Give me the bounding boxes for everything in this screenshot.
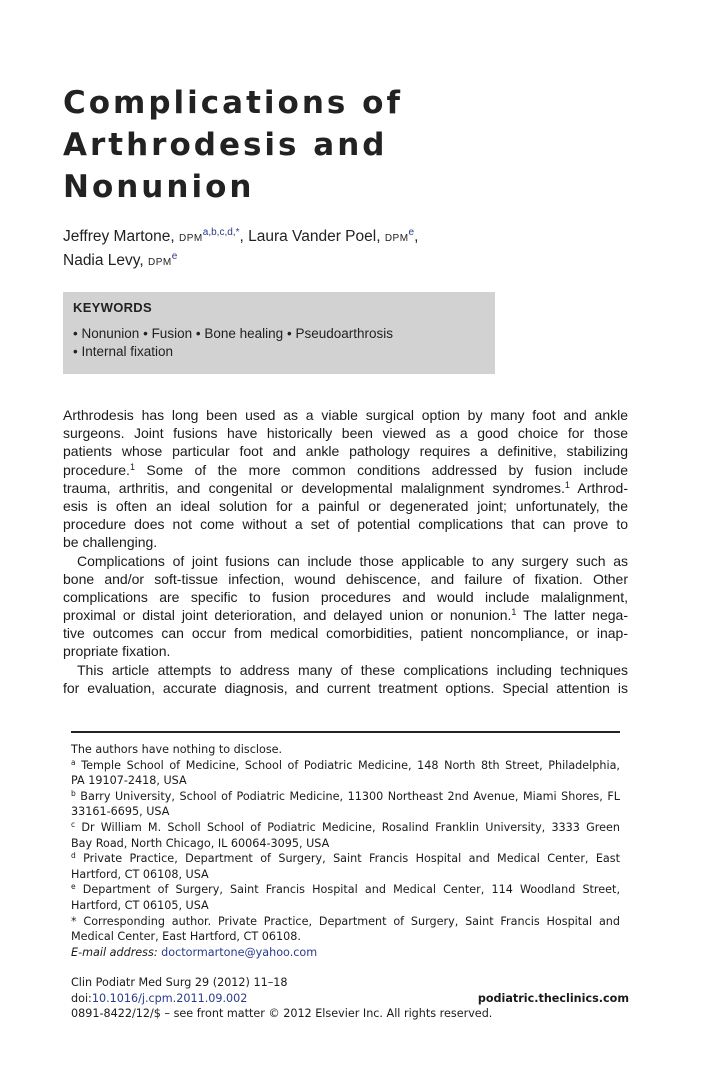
author-line-1 [63, 226, 623, 250]
body-line [63, 606, 628, 624]
citation-line: Clin Podiatr Med Surg 29 (2012) 11–18 [71, 976, 288, 989]
body-line: propriate fixation. [63, 643, 171, 660]
affiliation-e [71, 882, 620, 898]
author-separator: , [414, 228, 419, 245]
body-line: complications are specific to fusion procedures and would include malalignment, [63, 588, 628, 605]
affiliation-text: Private Practice, Department of Surgery, Saint Francis Hospital and Medical Center, East [75, 852, 620, 866]
body-line [63, 461, 628, 479]
bullet-icon: • [143, 326, 148, 341]
body-text-run: Some of the more common conditions addressed by fusion include [134, 461, 628, 478]
body-line: This article attempts to address many of these complications including techniques [77, 661, 628, 678]
affiliation-d-cont: Hartford, CT 06108, USA [71, 867, 209, 881]
title-line-3: Nonunion [63, 169, 255, 205]
citation-ref[interactable]: 1 [564, 479, 570, 490]
body-text-run: trauma, arthritis, and congenital or developmental malalignment syndromes. [63, 479, 565, 496]
keywords-list [73, 325, 485, 361]
author-degree: DPM [179, 233, 203, 244]
author-degree: DPM [384, 233, 409, 244]
keyword-item: Pseudoarthrosis [295, 326, 394, 341]
affiliation-e-cont: Hartford, CT 06105, USA [71, 898, 209, 912]
body-line [63, 479, 628, 497]
doi-label: doi: [71, 991, 92, 1005]
title-line-2: Arthrodesis and [63, 127, 388, 163]
body-text-run: The latter nega- [516, 607, 628, 624]
affiliation-marker: c [71, 819, 76, 829]
bullet-icon: • [73, 326, 78, 341]
keyword-item: Nonunion [81, 326, 140, 341]
body-line: surgeons. Joint fusions have historically been viewed as a good choice for those [63, 425, 628, 442]
author-list [63, 226, 623, 274]
citation-ref[interactable]: 1 [129, 461, 135, 472]
affiliation-d [71, 851, 620, 867]
journal-info [71, 975, 629, 1022]
email-label: E-mail address: [71, 945, 158, 959]
keyword-item: Internal fixation [81, 344, 174, 359]
affiliation-marks[interactable]: e [408, 227, 415, 238]
affiliation-text: Department of Surgery, Saint Francis Hospital and Medical Center, 114 Woodland Street, [75, 883, 620, 897]
author-degree: DPM [148, 257, 172, 268]
doi-line [71, 991, 629, 1007]
affiliation-c-cont: Bay Road, North Chicago, IL 60064-3095, USA [71, 836, 330, 850]
keywords-line [73, 343, 485, 361]
author-name: Nadia Levy, [63, 252, 144, 269]
affiliation-text: Barry University, School of Podiatric Medicine, 11300 Northeast 2nd Avenue, Miami Shores, FL [75, 789, 620, 803]
body-line: tive outcomes can occur from medical comorbidities, patient noncompliance, or inap- [63, 625, 628, 642]
body-line: Arthrodesis has long been used as a viable surgical option by many foot and ankle [63, 407, 628, 423]
body-line: Complications of joint fusions can include those applicable to any surgery such as [77, 552, 628, 569]
copyright-line: 0891-8422/12/$ – see front matter © 2012 Elsevier Inc. All rights reserved. [71, 1007, 493, 1021]
corresponding-author: * Corresponding author. Private Practice, Department of Surgery, Saint Francis Hospital and [71, 914, 620, 928]
body-line: bone and/or soft-tissue infection, wound dehiscence, and failure of fixation. Other [63, 570, 628, 587]
affiliation-text: Temple School of Medicine, School of Podiatric Medicine, 148 North 8th Street, Philadelphia, [75, 758, 620, 772]
bullet-icon: • [195, 326, 201, 341]
doi-link[interactable]: 10.1016/j.cpm.2011.09.002 [91, 991, 248, 1005]
affiliation-marks[interactable]: e [171, 251, 178, 262]
keyword-item: Fusion [151, 326, 193, 341]
affiliation-b-cont: 33161-6695, USA [71, 805, 170, 819]
disclosure-note: The authors have nothing to disclose. [71, 743, 283, 756]
affiliation-marker: a [71, 757, 76, 767]
affiliation-a [71, 758, 620, 774]
author-name: , Laura Vander Poel, [239, 228, 381, 245]
author-line-2 [63, 250, 623, 274]
affiliation-marker: e [71, 882, 76, 892]
affiliation-a-cont: PA 19107-2418, USA [71, 774, 187, 788]
affiliation-b [71, 789, 620, 805]
bullet-icon: • [286, 326, 292, 341]
affiliation-text: Dr William M. Scholl School of Podiatric Medicine, Rosalind Franklin University, 3333 Green [75, 820, 620, 834]
email-line [71, 945, 620, 961]
email-link[interactable]: doctormartone@yahoo.com [161, 945, 318, 959]
keywords-line [73, 325, 485, 343]
body-line: patients whose particular foot and ankle pathology requires a definitive, stabilizing [63, 443, 628, 460]
keywords-heading: KEYWORDS [73, 300, 152, 315]
keywords-box [63, 292, 495, 374]
affiliation-c [71, 820, 620, 836]
article-title [63, 82, 623, 208]
bullet-icon: • [73, 344, 78, 359]
keyword-item: Bone healing [204, 326, 284, 341]
body-text-run: procedure. [63, 461, 130, 478]
citation-ref[interactable]: 1 [511, 607, 517, 618]
journal-site-link[interactable]: podiatric.theclinics.com [477, 991, 629, 1005]
body-line: procedure does not come without a set of potential complications that can prove to [63, 516, 628, 533]
body-line: be challenging. [63, 534, 158, 551]
affiliation-marks[interactable]: a,b,c,d,* [202, 227, 240, 238]
footnote-divider [71, 731, 620, 733]
body-line: for evaluation, accurate diagnosis, and current treatment options. Special attention is [63, 679, 628, 696]
corresponding-author-cont: Medical Center, East Hartford, CT 06108. [71, 930, 301, 944]
author-name: Jeffrey Martone, [63, 228, 175, 245]
article-body [63, 406, 628, 697]
footnotes [71, 742, 620, 960]
affiliation-marker: d [71, 851, 76, 861]
affiliation-marker: b [71, 788, 76, 798]
body-text-run: Arthrod- [569, 479, 628, 496]
body-line: esis is often an ideal solution for a painful or degenerated joint; unfortunately, the [63, 497, 628, 514]
body-text-run: proximal or distal joint deterioration, and delayed union or nonunion. [63, 607, 512, 624]
title-line-1: Complications of [63, 85, 403, 121]
